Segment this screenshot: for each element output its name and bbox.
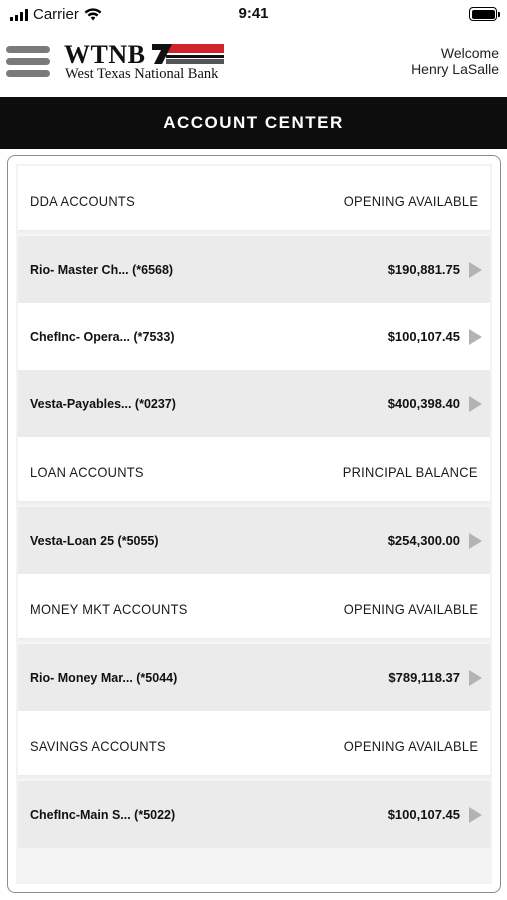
account-row[interactable]	[18, 644, 490, 711]
logo-wordmark: WTNB	[64, 40, 146, 69]
section-title: SAVINGS ACCOUNTS	[30, 738, 166, 754]
section-header-loan	[18, 437, 490, 507]
app-header	[0, 32, 507, 96]
account-amount: $100,107.45	[387, 807, 460, 822]
section-title: MONEY MKT ACCOUNTS	[30, 601, 188, 617]
section-title: DDA ACCOUNTS	[30, 193, 135, 209]
menu-icon[interactable]	[6, 46, 50, 78]
logo-flag-graphic	[152, 44, 224, 64]
account-name: Vesta-Payables... (*0237)	[30, 396, 176, 411]
account-row[interactable]	[18, 303, 490, 370]
battery-icon	[469, 7, 497, 21]
status-time: 9:41	[238, 5, 269, 22]
chevron-right-icon	[468, 533, 482, 549]
account-amount: $789,118.37	[388, 670, 460, 685]
section-title: LOAN ACCOUNTS	[30, 464, 144, 480]
account-row[interactable]	[18, 781, 490, 848]
section-header-money-market	[18, 574, 490, 644]
chevron-right-icon	[468, 670, 482, 686]
bank-logo	[64, 42, 230, 86]
user-name: Henry LaSalle	[411, 61, 499, 77]
status-bar	[0, 0, 507, 30]
page-title-bar	[0, 97, 507, 149]
section-header-dda	[18, 166, 490, 236]
chevron-right-icon	[468, 329, 482, 345]
account-name: Rio- Master Ch... (*6568)	[30, 262, 174, 277]
account-name: Vesta-Loan 25 (*5055)	[30, 533, 159, 548]
welcome-message	[411, 45, 499, 77]
section-column-label: PRINCIPAL BALANCE	[343, 464, 478, 480]
account-amount: $400,398.40	[387, 396, 460, 411]
account-name: ChefInc- Opera... (*7533)	[30, 329, 175, 344]
account-amount: $254,300.00	[387, 533, 460, 548]
account-row[interactable]	[18, 507, 490, 574]
carrier-label: Carrier	[33, 6, 79, 23]
section-column-label: OPENING AVAILABLE	[343, 738, 478, 754]
page-title: ACCOUNT CENTER	[163, 113, 344, 132]
section-column-label: OPENING AVAILABLE	[343, 193, 478, 209]
chevron-right-icon	[468, 396, 482, 412]
chevron-right-icon	[468, 807, 482, 823]
account-row[interactable]	[18, 236, 490, 303]
account-amount: $190,881.75	[387, 262, 460, 277]
section-header-savings	[18, 711, 490, 781]
account-name: Rio- Money Mar... (*5044)	[30, 670, 178, 685]
chevron-right-icon	[468, 262, 482, 278]
account-list	[18, 166, 490, 848]
logo-subtitle: West Texas National Bank	[65, 66, 219, 82]
section-column-label: OPENING AVAILABLE	[343, 601, 478, 617]
welcome-label: Welcome	[440, 45, 499, 61]
account-row[interactable]	[18, 370, 490, 437]
account-amount: $100,107.45	[387, 329, 460, 344]
account-name: ChefInc-Main S... (*5022)	[30, 807, 176, 822]
